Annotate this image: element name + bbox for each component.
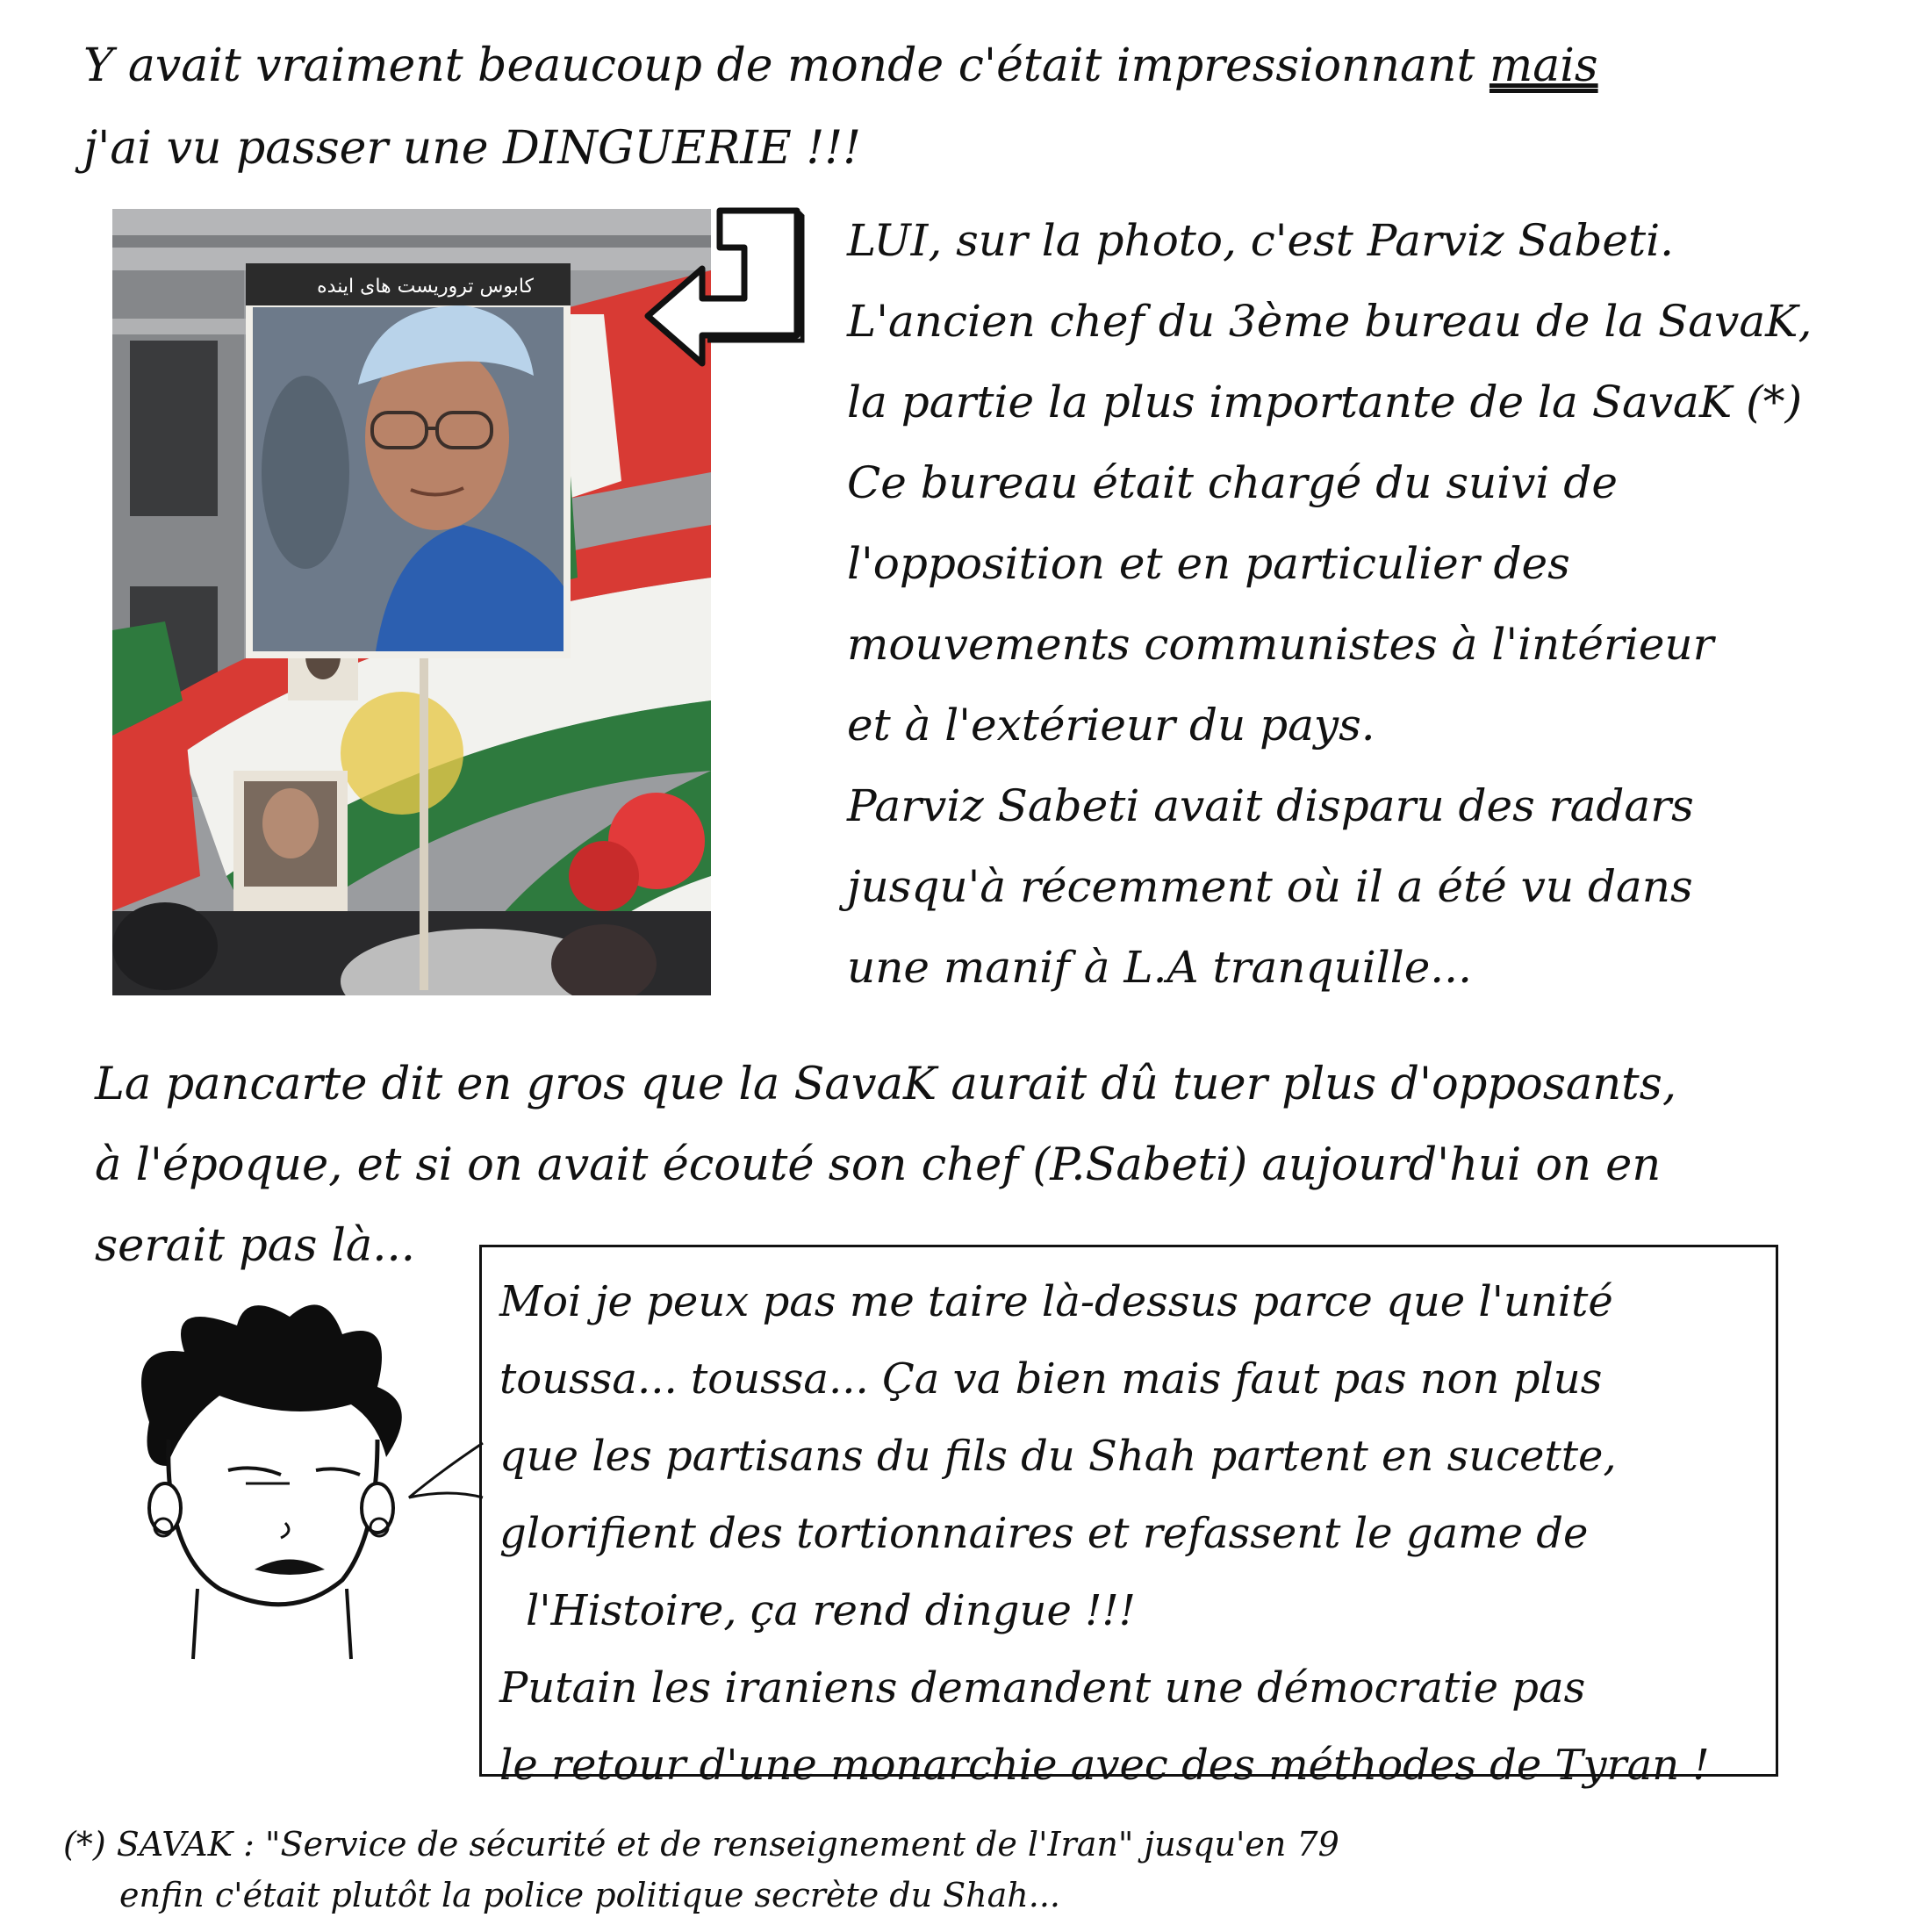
footnote-line: (*) SAVAK : "Service de sécurité et de renseignement de l'Iran" jusqu'en 79 bbox=[63, 1825, 1339, 1864]
description-line: mouvements communistes à l'intérieur bbox=[847, 619, 1714, 670]
footnote-line: enfin c'était plutôt la police politique secrète du Shah... bbox=[119, 1876, 1061, 1914]
intro-line-2: j'ai vu passer une DINGUERIE !!! bbox=[83, 122, 862, 175]
description-line: une manif à L.A tranquille... bbox=[847, 942, 1472, 993]
description-line: LUI, sur la photo, c'est Parviz Sabeti. bbox=[847, 215, 1674, 266]
speech-line: que les partisans du fils du Shah partent en sucette, bbox=[499, 1432, 1617, 1481]
intro-mais-underlined: mais bbox=[1489, 40, 1598, 92]
pancarte-line: La pancarte dit en gros que la SavaK aurait dû tuer plus d'opposants, bbox=[95, 1059, 1677, 1110]
speech-line: le retour d'une monarchie avec des méthodes de Tyran ! bbox=[499, 1741, 1710, 1790]
footnote bbox=[63, 1819, 1339, 1921]
description-line: jusqu'à récemment où il a été vu dans bbox=[847, 861, 1693, 912]
intro-line-1-text: Y avait vraiment beaucoup de monde c'était impressionnant bbox=[83, 40, 1490, 92]
description-line: L'ancien chef du 3ème bureau de la SavaK, bbox=[847, 296, 1813, 347]
description-line: la partie la plus importante de la SavaK (*) bbox=[847, 377, 1803, 427]
intro-line-1 bbox=[83, 25, 1598, 107]
speech-line: Putain les iraniens demandent une démocratie pas bbox=[499, 1663, 1586, 1713]
description-line: et à l'extérieur du pays. bbox=[847, 700, 1375, 751]
speech-bubble bbox=[479, 1245, 1778, 1790]
pancarte-line: à l'époque, et si on avait écouté son chef (P.Sabeti) aujourd'hui on en bbox=[95, 1139, 1662, 1191]
speech-line: l'Histoire, ça rend dingue !!! bbox=[526, 1586, 1136, 1635]
speech-line: glorifient des tortionnaires et refassent le game de bbox=[499, 1509, 1589, 1558]
speech-tail-icon bbox=[406, 1436, 486, 1515]
arrow-icon bbox=[641, 204, 808, 379]
speech-line: Moi je peux pas me taire là-dessus parce que l'unité bbox=[499, 1277, 1613, 1326]
protest-photo bbox=[112, 209, 711, 995]
speech-line: toussa... toussa... Ça va bien mais faut pas non plus bbox=[499, 1354, 1603, 1404]
pancarte-line: serait pas là... bbox=[95, 1220, 415, 1272]
description-line: Parviz Sabeti avait disparu des radars bbox=[847, 780, 1694, 831]
protest-photo-illustration bbox=[112, 209, 711, 995]
description-text bbox=[847, 200, 1812, 1008]
description-line: Ce bureau était chargé du suivi de bbox=[847, 457, 1618, 508]
intro-text bbox=[83, 25, 1598, 190]
cartoon-face-icon bbox=[114, 1290, 430, 1668]
sign-banner-text: کابوس تروریست های اینده bbox=[317, 276, 534, 298]
description-line: l'opposition et en particulier des bbox=[847, 538, 1570, 589]
speech-text bbox=[499, 1263, 1710, 1804]
